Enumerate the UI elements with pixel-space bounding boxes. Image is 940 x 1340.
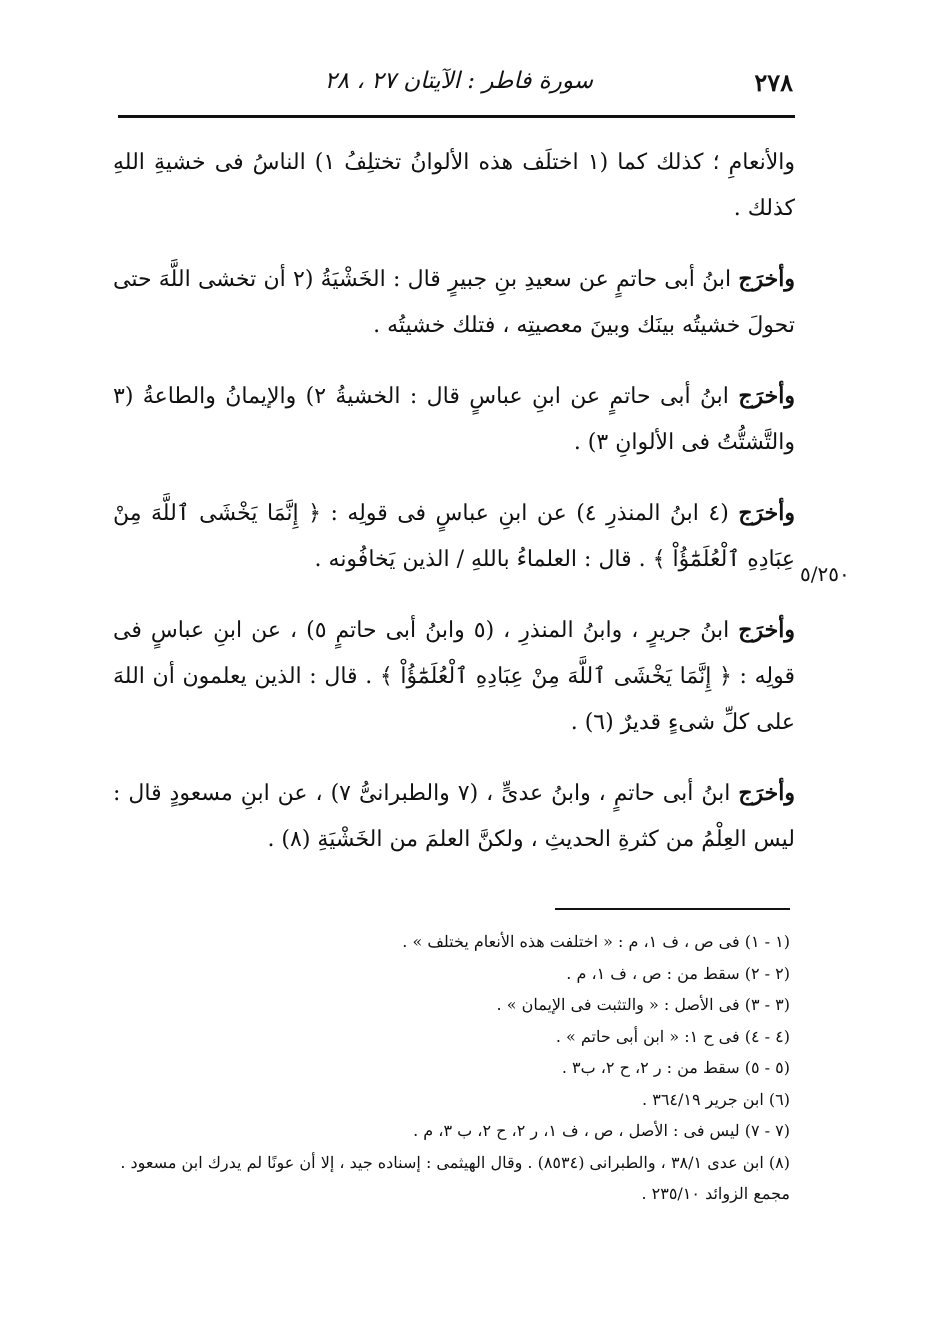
paragraph-text: والأنعامِ ؛ كذلك كما (١ اختلَف هذه الألوانُ تختلِفُ ١) الناسُ فى خشيةِ اللهِ كذلك . xyxy=(113,150,795,221)
paragraph-lead: وأخرَج xyxy=(738,617,795,643)
footnote: (٦) ابن جرير ٣٦٤/١٩ . xyxy=(642,1089,790,1109)
paragraph-lead: وأخرَج xyxy=(738,500,796,526)
footnote: (٨) ابن عدى ٣٨/١ ، والطبرانى (٨٥٣٤) . وقال الهيثمى : إسناده جيد ، إلا أن عونًا لم يدرك ابن مسعود . مجمع الزوائد ٢٣٥/١٠ . xyxy=(120,1152,790,1203)
footnote: (٤ - ٤) فى ح ١: « ابن أبى حاتم » . xyxy=(555,1026,790,1046)
paragraph-text: ابنُ أبى حاتمٍ عن سعيدِ بنِ جبيرٍ قال : الخَشْيَةُ (٢ أن تخشى اللَّهَ حتى تحولَ خشيتُه بينَك وبينَ معصيتِه ، فتلك خشيتُه . xyxy=(113,267,795,338)
paragraph xyxy=(113,490,795,583)
paragraph xyxy=(113,373,795,466)
footnotes xyxy=(108,926,790,1210)
footnote: (٥ - ٥) سقط من : ر ٢، ح ٢، ب٣ . xyxy=(561,1058,790,1077)
paragraph-text: ابنُ أبى حاتمٍ عن ابنِ عباسٍ قال : الخشيةُ ٢) والإيمانُ والطاعةُ (٣ والتَّشتُّتُ فى الألوانِ ٣) . xyxy=(113,384,795,455)
paragraph xyxy=(113,256,795,349)
paragraph xyxy=(113,607,795,746)
paragraph-text: ابنُ جريرٍ ، وابنُ المنذرِ ، (٥ وابنُ أبى حاتمٍ ٥) ، عن ابنِ عباسٍ فى قولِه : ﴿ إِنَّمَا يَخْشَى ٱللَّهَ مِنْ عِبَادِهِ ٱلْعُلَمَٰٓؤُاْ ﴾ . قال : الذين يعلمون أن اللهَ على كلِّ شىءٍ قديرٌ (٦) . xyxy=(113,618,795,735)
footnote: (٣ - ٣) فى الأصل : « والتثبت فى الإيمان » . xyxy=(496,995,790,1014)
paragraph-text: ابنُ أبى حاتمٍ ، وابنُ عدىٍّ ، (٧ والطبرانىُّ ٧) ، عن ابنِ مسعودٍ قال : ليس العِلْمُ من كثرةِ الحديثِ ، ولكنَّ العلمَ من الخَشْيَةِ (٨) . xyxy=(113,781,795,852)
margin-reference: ٥/٢٥٠ xyxy=(800,562,850,586)
paragraph-lead: وأخرَج xyxy=(738,383,795,409)
footnote: (٧ - ٧) ليس فى : الأصل ، ص ، ف ١، ر ٢، ح ٢، ب ٣، م . xyxy=(413,1121,790,1140)
footnote: (٢ - ٢) سقط من : ص ، ف ١، م . xyxy=(566,963,790,983)
paragraph-lead: وأخرَج xyxy=(738,780,795,806)
paragraph-text: (٤ ابنُ المنذرِ ٤) عن ابنِ عباسٍ فى قولِه : ﴿ إِنَّمَا يَخْشَى ٱللَّهَ مِنْ عِبَادِهِ ٱلْعُلَمَٰٓؤُاْ ﴾ . قال : العلماءُ باللهِ / الذين يَخافُونه . xyxy=(113,501,795,572)
header-rule xyxy=(118,115,795,118)
footnote: (١ - ١) فى ص ، ف ١، م : « اختلفت هذه الأنعام يختلف » . xyxy=(402,932,790,951)
paragraph xyxy=(113,140,795,232)
footnote-rule xyxy=(555,908,790,910)
paragraph-lead: وأخرَج xyxy=(738,266,796,292)
main-text xyxy=(113,140,795,887)
running-title: سورة فاطر : الآيتان ٢٧ ، ٢٨ xyxy=(324,68,593,94)
paragraph xyxy=(113,770,795,863)
page-header xyxy=(118,68,793,104)
page-number: ٢٧٨ xyxy=(754,68,793,97)
